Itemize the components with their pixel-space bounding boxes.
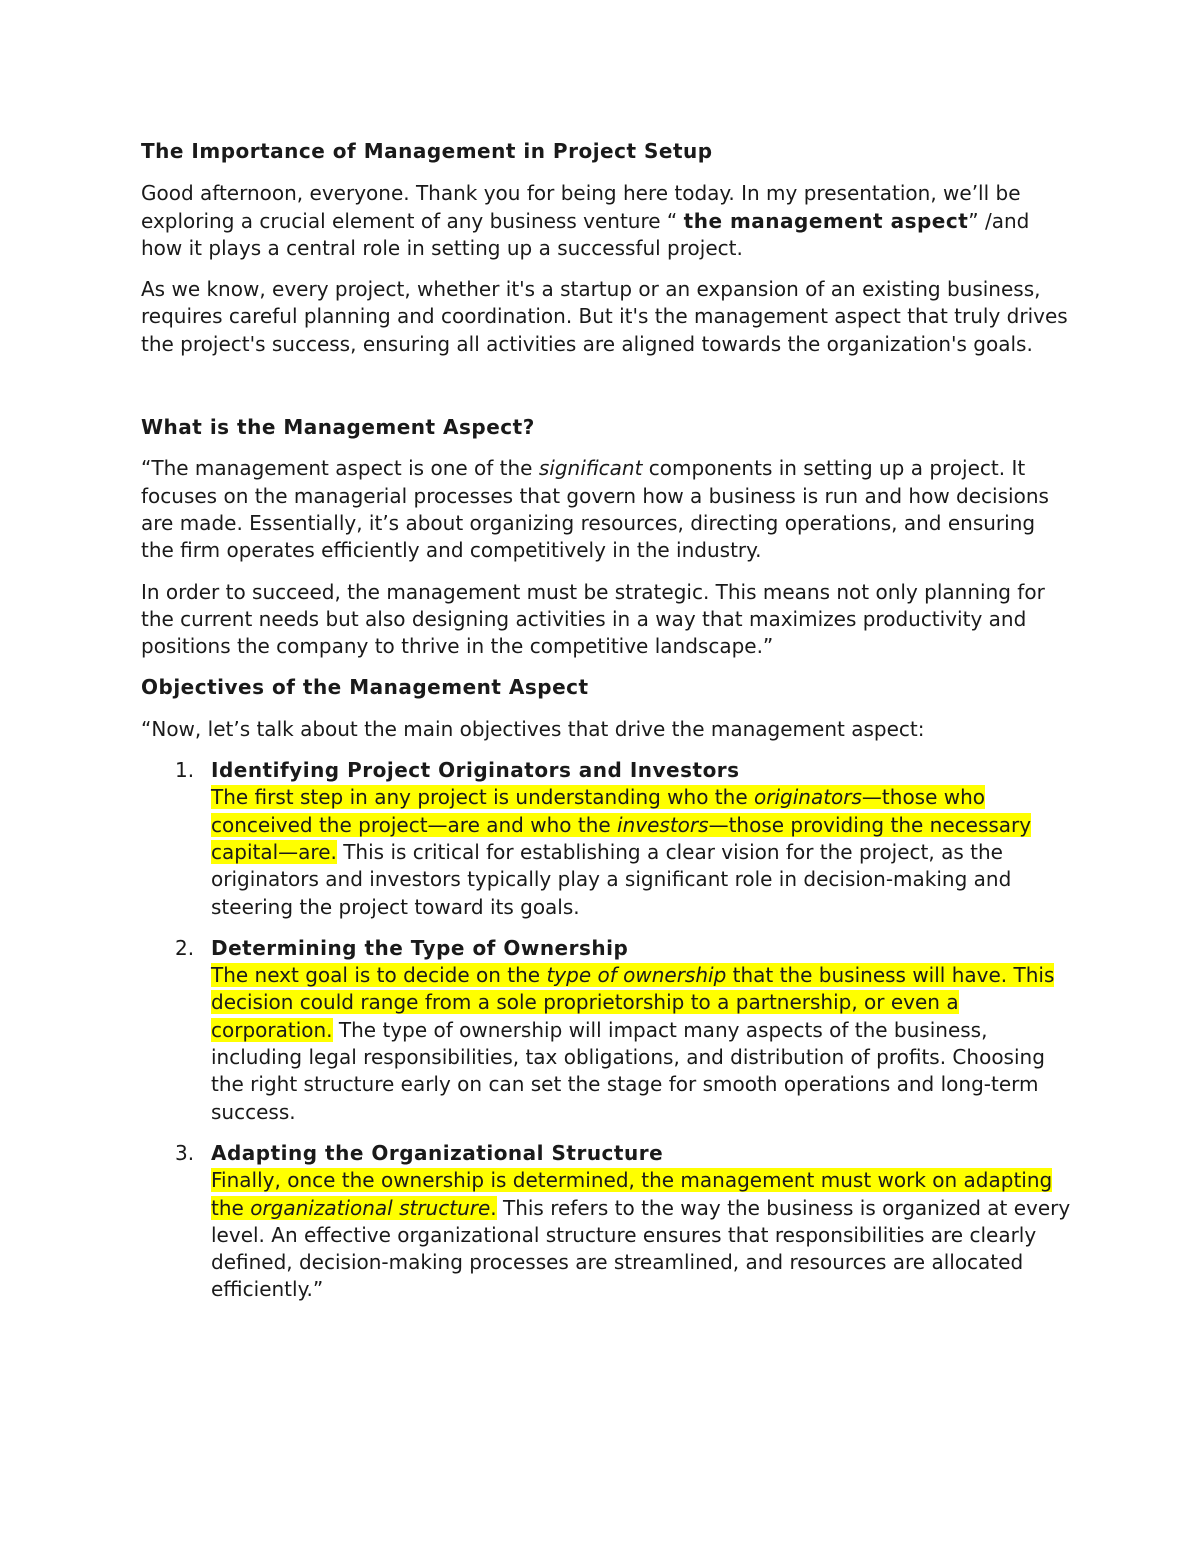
highlighted-italic: originators (754, 785, 862, 810)
document-title: The Importance of Management in Project Setup (141, 139, 713, 163)
highlighted-text-part: Finally, once the ownership is determined, the management must work on adapting the (211, 1168, 1053, 1220)
list-item-title: Determining the Type of Ownership (211, 935, 629, 960)
highlighted-text-part: The next goal is to decide on the (211, 963, 547, 988)
section1-paragraph-1 (141, 455, 1071, 564)
section1-italic-word: significant (538, 456, 643, 481)
highlighted-text-part: . (490, 1195, 497, 1220)
highlighted-text-part: —those providing the necessary capital—are. (211, 812, 1032, 864)
list-item-number: 3. (175, 1140, 195, 1165)
list-item-body: This refers to the way the business is organized at every level. An effective organizational structure ensures that responsibilities are clearly defined, decision-making processes are streamlined, and resources are allocated efficiently.” (211, 1195, 1071, 1302)
list-item (141, 935, 1071, 1126)
objectives-intro: “Now, let’s talk about the main objectives that drive the management aspect: (141, 716, 925, 741)
intro-paragraph-2: As we know, every project, whether it's a startup or an expansion of an existing business, requires careful planning and coordination. But it's the management aspect that truly drives the project's success, ensuring all activities are aligned towards the organization's goals. (141, 277, 1068, 356)
list-item-title: Identifying Project Originators and Investors (211, 758, 740, 783)
intro-text-b: ” /and how it plays a central role in setting up a successful project. (141, 208, 1030, 260)
objectives-list (141, 757, 1071, 1304)
section1-text-a: “The management aspect is one of the (141, 456, 539, 481)
highlighted-italic: organizational structure (250, 1195, 491, 1220)
list-item-body: The type of ownership will impact many aspects of the business, including legal responsibilities, tax obligations, and distribution of profits. Choosing the right structure early on can set the stage for smooth operations and long-term success. (211, 1017, 1045, 1124)
highlighted-italic: investors (617, 812, 709, 837)
highlighted-text-part: —those who conceived the project—are and who the (211, 785, 986, 837)
intro-paragraph-1 (141, 180, 1071, 262)
highlighted-italic: type of ownership (546, 963, 727, 988)
document-page (141, 138, 1071, 1318)
highlighted-text-part: The first step in any project is understanding who the (211, 785, 754, 810)
intro-bold-phrase: the management aspect (683, 208, 969, 233)
list-item-number: 2. (175, 935, 195, 960)
list-item (141, 1140, 1071, 1304)
section1-paragraph-2: In order to succeed, the management must be strategic. This means not only planning for the current needs but also designing activities in a way that maximizes productivity and positions the company to thrive in the competitive landscape.” (141, 579, 1045, 659)
list-item-title: Adapting the Organizational Structure (211, 1140, 664, 1165)
list-item (141, 757, 1071, 921)
section-heading-objectives: Objectives of the Management Aspect (141, 675, 589, 700)
list-item-body: This is critical for establishing a clear vision for the project, as the originators and investors typically play a significant role in decision-making and steering the project toward its goals. (211, 839, 1012, 919)
section-heading-management-aspect: What is the Management Aspect? (141, 415, 535, 440)
intro-text-a: Good afternoon, everyone. Thank you for being here today. In my presentation, we’ll be exploring a crucial element of any business venture “ (141, 181, 1021, 233)
list-item-number: 1. (175, 758, 195, 783)
highlighted-text-part: that the business will have. This decision could range from a sole proprietorship to a partnership, or even a corporation. (211, 963, 1055, 1042)
section1-text-b: components in setting up a project. It focuses on the managerial processes that govern how a business is run and how decisions are made. Essentially, it’s about organizing resources, directing operations, and ensuring the firm operates efficiently and competitively in the industry. (141, 456, 1049, 563)
